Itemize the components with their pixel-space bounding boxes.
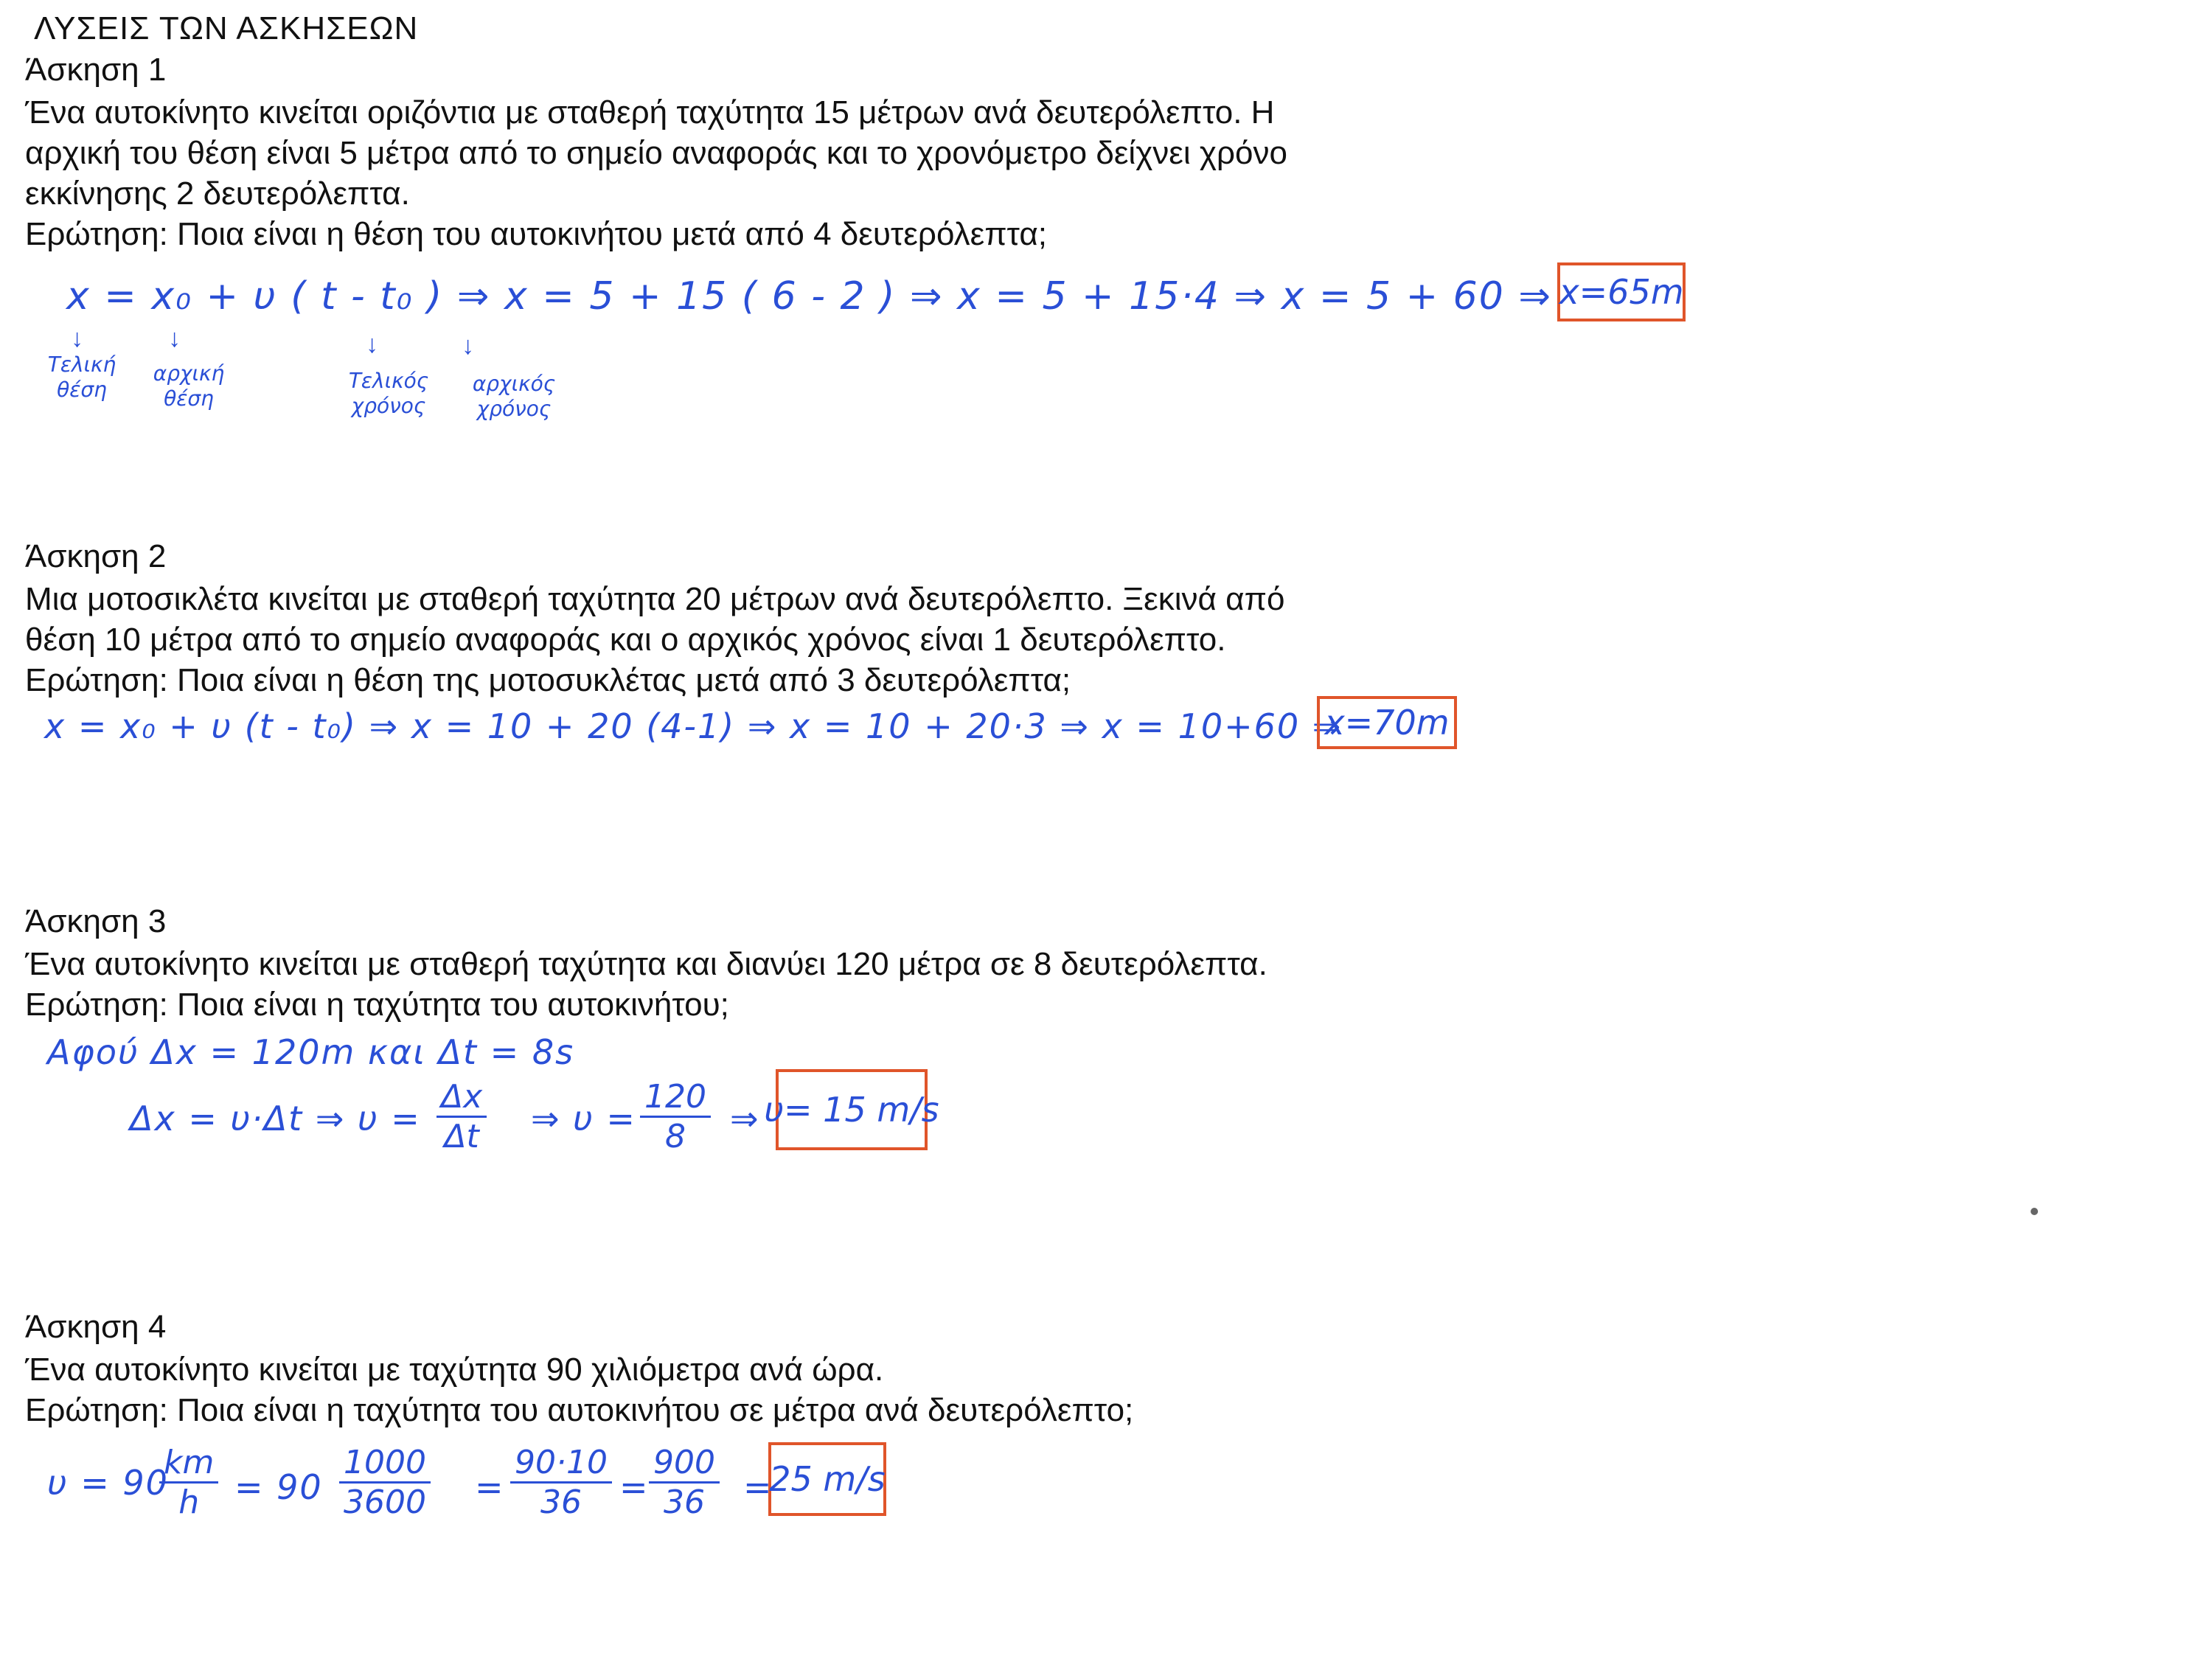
exercise-3-line-2: Ερώτηση: Ποια είναι η ταχύτητα του αυτοκινήτου; (25, 987, 729, 1023)
exercise-4-fraction-900-36 (649, 1444, 720, 1521)
exercise-4-fraction-km-h (159, 1444, 218, 1521)
exercise-4-fraction-90x10-36 (510, 1444, 612, 1521)
exercise-4-eq-3: = (619, 1467, 650, 1507)
fraction-numerator: 900 (649, 1444, 720, 1484)
exercise-3-solution-part-2: ⇒ υ = (531, 1099, 636, 1138)
fraction-denominator: 8 (664, 1118, 686, 1155)
exercise-4-statement (25, 1349, 1133, 1430)
exercise-3-heading: Άσκηση 3 (25, 903, 167, 939)
stray-dot (2031, 1208, 2038, 1215)
down-arrow-icon: ↓ (71, 324, 83, 352)
note-initial-time: αρχικός χρόνος (472, 372, 556, 421)
fraction-numerator: Δx (437, 1078, 487, 1118)
exercise-1-line-2: αρχική του θέση είναι 5 μέτρα από το σημείο αναφοράς και το χρονόμετρο δείχνει χρόνο (25, 135, 1287, 171)
exercise-1-solution: x = x₀ + υ ( t - t₀ ) ⇒ x = 5 + 15 ( 6 - 2 ) ⇒ x = 5 + 15·4 ⇒ x = 5 + 60 ⇒ (66, 274, 1552, 319)
exercise-2-statement (25, 579, 1284, 700)
exercise-4-eq-1: = 90 (234, 1467, 323, 1507)
exercise-4-eq-4: = (743, 1467, 773, 1507)
fraction-denominator: 3600 (344, 1484, 426, 1521)
exercise-1-statement (25, 92, 1287, 254)
note-initial-position: αρχική θέση (153, 361, 225, 411)
down-arrow-icon: ↓ (168, 324, 181, 352)
exercise-4-line-2: Ερώτηση: Ποια είναι η ταχύτητα του αυτοκινήτου σε μέτρα ανά δευτερόλεπτο; (25, 1392, 1134, 1428)
exercise-2-answer-box: x=70m (1317, 696, 1457, 749)
exercise-4-fraction-1000-3600 (339, 1444, 431, 1521)
exercise-2-line-2: θέση 10 μέτρα από το σημείο αναφοράς και ο αρχικός χρόνος είναι 1 δευτερόλεπτο. (25, 622, 1226, 658)
exercise-4-heading: Άσκηση 4 (25, 1309, 167, 1345)
exercise-4-eq-2: = (475, 1467, 505, 1507)
down-arrow-icon: ↓ (462, 332, 474, 360)
fraction-numerator: 1000 (339, 1444, 431, 1484)
exercise-3-statement (25, 944, 1267, 1025)
exercise-4-u-label: υ = 90 (47, 1463, 169, 1503)
exercise-3-fraction-120-8 (640, 1078, 711, 1155)
note-final-position: Τελική θέση (47, 352, 116, 402)
exercise-3-solution-part-1: Δx = υ·Δt ⇒ υ = (130, 1099, 421, 1138)
exercise-3-answer-box: υ= 15 m/s (776, 1069, 928, 1150)
exercise-2-line-1: Μια μοτοσικλέτα κινείται με σταθερή ταχύτητα 20 μέτρων ανά δευτερόλεπτο. Ξεκινά από (25, 581, 1285, 617)
fraction-numerator: km (159, 1444, 218, 1484)
fraction-denominator: 36 (540, 1484, 582, 1521)
fraction-denominator: 36 (663, 1484, 705, 1521)
exercise-4-line-1: Ένα αυτοκίνητο κινείται με ταχύτητα 90 χιλιόμετρα ανά ώρα. (25, 1352, 884, 1388)
page-title: ΛΥΣΕΙΣ ΤΩΝ ΑΣΚΗΣΕΩΝ (34, 10, 419, 46)
note-final-time: Τελικός χρόνος (348, 369, 429, 418)
exercise-4-answer-box: 25 m/s (768, 1442, 886, 1516)
fraction-numerator: 120 (640, 1078, 711, 1118)
exercise-3-fraction-dx-dt (437, 1078, 487, 1155)
fraction-numerator: 90·10 (510, 1444, 612, 1484)
exercise-3-solution-part-3: ⇒ (730, 1099, 760, 1138)
exercise-3-line-1: Ένα αυτοκίνητο κινείται με σταθερή ταχύτητα και διανύει 120 μέτρα σε 8 δευτερόλεπτα. (25, 946, 1267, 982)
exercise-1-answer-box: x=65m (1557, 262, 1686, 321)
exercise-1-heading: Άσκηση 1 (25, 52, 167, 88)
exercise-1-line-1: Ένα αυτοκίνητο κινείται οριζόντια με σταθερή ταχύτητα 15 μέτρων ανά δευτερόλεπτο. Η (25, 94, 1275, 131)
exercise-1-line-4: Ερώτηση: Ποια είναι η θέση του αυτοκινήτου μετά από 4 δευτερόλεπτα; (25, 216, 1047, 252)
exercise-2-line-3: Ερώτηση: Ποια είναι η θέση της μοτοσυκλέτας μετά από 3 δευτερόλεπτα; (25, 662, 1071, 698)
down-arrow-icon: ↓ (366, 330, 378, 358)
exercise-2-solution: x = x₀ + υ (t - t₀) ⇒ x = 10 + 20 (4-1) ⇒ x = 10 + 20·3 ⇒ x = 10+60 ⇒ (44, 706, 1343, 746)
exercise-1-line-3: εκκίνησης 2 δευτερόλεπτα. (25, 175, 410, 212)
fraction-denominator: Δt (444, 1118, 479, 1155)
fraction-denominator: h (178, 1484, 200, 1521)
exercise-3-given: Αφού Δx = 120m και Δt = 8s (47, 1032, 575, 1072)
exercise-2-heading: Άσκηση 2 (25, 538, 167, 574)
